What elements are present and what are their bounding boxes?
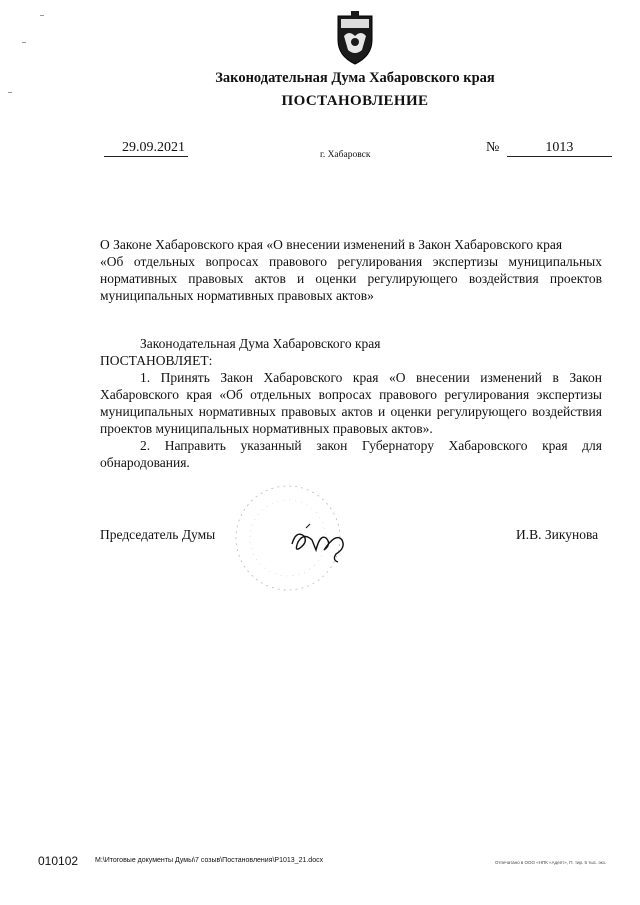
subject-block (100, 236, 602, 304)
scan-mark (22, 42, 26, 43)
resolution-body (100, 335, 602, 471)
document-type: ПОСТАНОВЛЕНИЕ (281, 93, 429, 109)
document-date (104, 140, 188, 157)
handwritten-signature (286, 520, 356, 566)
organization-name: Законодательная Дума Хабаровского края (215, 70, 495, 86)
number-value: 1013 (507, 140, 612, 157)
footer-code: 010102 (38, 854, 79, 868)
chair-title: Председатель Думы (100, 527, 216, 542)
body-item: 1. Принять Закон Хабаровского края «О внесении изменений в Закон Хабаровского края «Об отдельных вопросах правового регулирования экспертизы муниципальных нормативных правовых актов и оценки регулирующего воздействия проектов муниципальных нормативных правовых актов». (100, 370, 602, 436)
footer-file-path: M:\Итоговые документы Думы\7 созыв\Постановления\P1013_21.docx (95, 857, 324, 864)
date-value: 29.09.2021 (104, 140, 188, 157)
body-resolves: ПОСТАНОВЛЯЕТ: (100, 353, 213, 368)
chair-name: И.В. Зикунова (516, 527, 599, 542)
number-prefix: № (486, 140, 500, 155)
city-label: г. Хабаровск (320, 150, 371, 160)
body-intro: Законодательная Дума Хабаровского края (140, 336, 381, 351)
document-number (486, 140, 612, 157)
coat-of-arms-emblem (332, 10, 378, 66)
body-item: 2. Направить указанный закон Губернатору Хабаровского края для обнародования. (100, 438, 602, 470)
subject-line: «Об отдельных вопросах правового регулирования экспертизы муниципальных нормативных правовых актов и оценки регулирующего воздействия проектов муниципальных нормативных правовых актов» (100, 254, 602, 303)
subject-line: О Законе Хабаровского края «О внесении изменений в Закон Хабаровского края (100, 237, 563, 252)
scan-mark (40, 15, 44, 16)
footer-print-note: Отпечатано в ООО «НПК «Адепт», П. тир. 5 тыс. экз. (495, 860, 606, 865)
